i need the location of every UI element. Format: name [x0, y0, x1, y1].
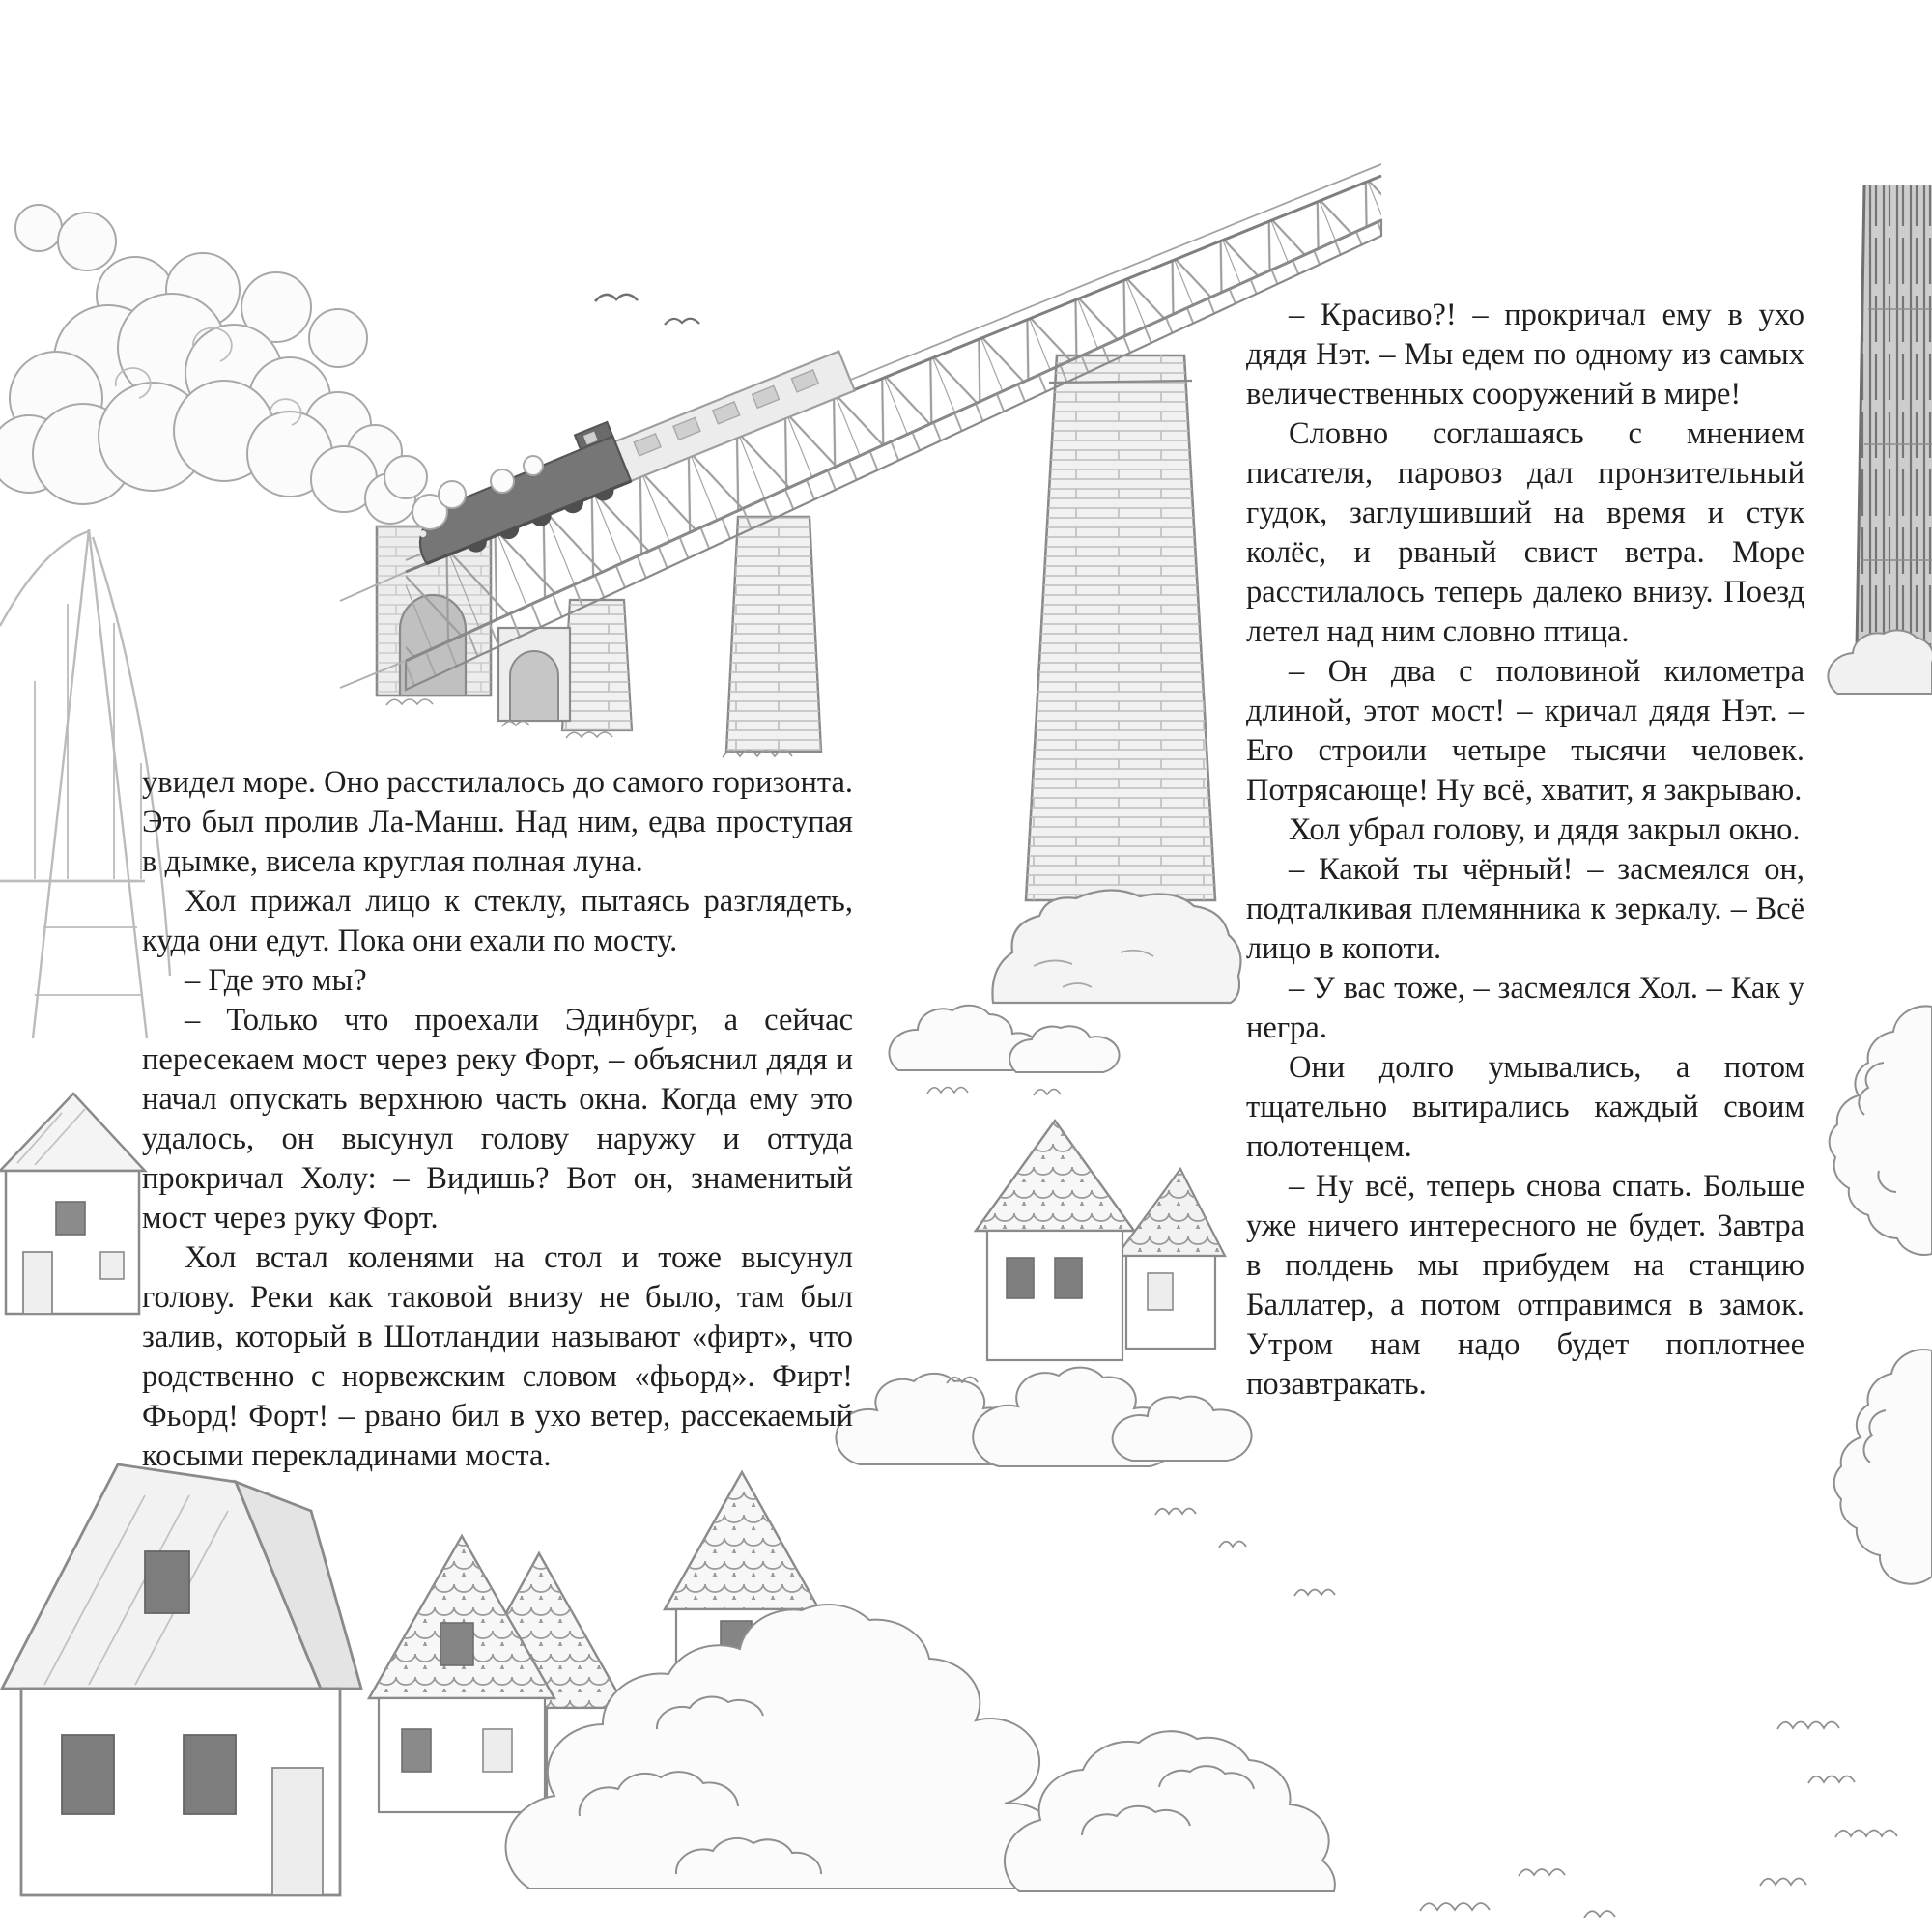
right-text-column [1246, 296, 1804, 1405]
rock-base [992, 890, 1240, 1003]
truss-bridge-deck [340, 164, 1381, 690]
main-pier [992, 355, 1240, 1003]
birds [595, 295, 699, 325]
paragraph: Хол прижал лицо к стеклу, пытаясь разглядеть, куда они едут. Пока они ехали по мосту. [142, 884, 853, 958]
paragraph: Хол встал коленями на стол и тоже высунул голову. Реки как таковой внизу не было, там был залив, который в Шотландии называют «фирт», что родственно с норвежским словом «фьорд». Фирт! Фьорд! Форт! – рвано бил в ухо ветер, рассекаемый косыми перекладинами моста. [142, 1240, 853, 1473]
paragraph: – Ну всё, теперь снова спать. Больше уже ничего интересного не будет. Завтра в полдень мы прибудем на станцию Баллатер, а потом отправимся в замок. Утром нам надо будет поплотнее позавтракать. [1246, 1169, 1804, 1402]
window [1055, 1258, 1082, 1298]
paragraph: – Какой ты чёрный! – засмеялся он, подталкивая племянника к зеркалу. – Всё лицо в копоти. [1246, 852, 1804, 966]
attic-window [440, 1623, 473, 1665]
mid-pier [723, 517, 821, 757]
house-small-left [0, 1094, 145, 1314]
paragraph: – Красиво?! – прокричал ему в ухо дядя Нэт. – Мы едем по одному из самых величественных сооружений в мире! [1246, 298, 1804, 412]
dormer-window [145, 1551, 189, 1613]
paragraph: увидел море. Оно расстилалось до самого горизонта. Это был пролив Ла-Манш. Над ним, едва проступая в дымке, висела круглая полная луна. [142, 765, 853, 879]
lattice-girder [406, 176, 1381, 661]
hedge-row [836, 1368, 1251, 1466]
cliff-bush [1828, 630, 1932, 694]
door [23, 1252, 52, 1314]
hedge-right [1005, 1731, 1335, 1891]
window [184, 1735, 236, 1814]
foliage [1830, 1006, 1932, 1583]
paragraph: – У вас тоже, – засмеялся Хол. – Как у негра. [1246, 971, 1804, 1045]
door [272, 1768, 323, 1895]
paragraph: Они долго умывались, а потом тщательно вытирались каждый своим полотенцем. [1246, 1050, 1804, 1164]
paragraph: – Только что проехали Эдинбург, а сейчас пересекаем мост через реку Форт, – объяснил дядя и начал опускать верхнюю часть окна. Когда ему это удалось, он высунул голову наружу и оттуда прокричал Холу: – Видишь? Вот он, знаменитый мост через руку Форт. [142, 1003, 853, 1236]
window [56, 1202, 85, 1235]
paragraph: Словно соглашаясь с мнением писателя, паровоз дал пронзительный гудок, заглушивший на время и стук колёс, и рваный свист ветра. Море расстилалось теперь далеко внизу. Поезд летел над ним словно птица. [1246, 416, 1804, 649]
paragraph: – Он два с половиной километра длиной, этот мост! – кричал дядя Нэт. – Его строили четыре тысячи человек. Потрясающе! Ну всё, хватит, я закрываю. [1246, 654, 1804, 808]
smoke-clouds [0, 205, 543, 529]
paragraph: – Где это мы? [185, 963, 367, 998]
left-text-column [142, 763, 853, 1476]
paragraph: Хол убрал голову, и дядя закрыл окно. [1289, 812, 1801, 847]
small-pier [562, 600, 632, 738]
hedge-under-pier [889, 1006, 1119, 1095]
house-mid [976, 1121, 1225, 1360]
cliff-face [1828, 185, 1932, 694]
window [1007, 1258, 1034, 1298]
deck-girder [406, 220, 1381, 690]
window [62, 1735, 114, 1814]
house-big [2, 1464, 361, 1895]
window [402, 1729, 431, 1772]
